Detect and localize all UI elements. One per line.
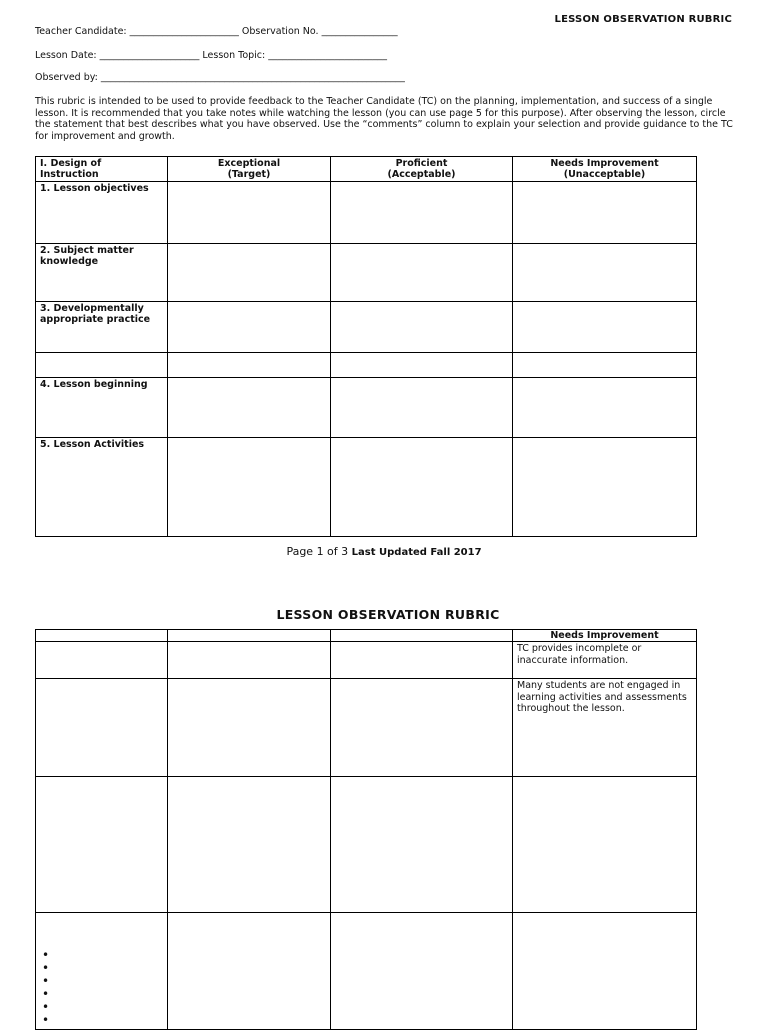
table-cell — [331, 777, 513, 913]
table-cell — [513, 438, 697, 537]
table-cell — [168, 913, 331, 1030]
table-row — [36, 438, 697, 537]
table-cell — [331, 438, 513, 537]
table-row — [36, 244, 697, 302]
table-row — [36, 378, 697, 438]
needs-improvement-cell: Many students are not engaged in learning activities and assessments throughout the lesson. — [513, 679, 697, 777]
table-row — [36, 302, 697, 353]
row-label: 4. Lesson beginning — [36, 378, 168, 438]
page-number: Page 1 of 3 — [286, 545, 349, 558]
table-cell — [331, 353, 513, 378]
page2-title: LESSON OBSERVATION RUBRIC — [276, 607, 500, 622]
table-cell — [168, 353, 331, 378]
table-row — [36, 353, 697, 378]
table-cell — [513, 182, 697, 244]
rubric-table-design-of-instruction — [35, 156, 697, 537]
list-item — [40, 1015, 163, 1028]
table-cell — [331, 679, 513, 777]
header-needs-improvement: Needs Improvement — [513, 630, 697, 642]
header-exceptional-label: Exceptional — [217, 158, 281, 169]
table-cell — [513, 244, 697, 302]
table-row — [36, 913, 697, 1030]
table-cell — [36, 642, 168, 679]
table-cell — [168, 378, 331, 438]
table-cell — [513, 777, 697, 913]
table-row — [36, 642, 697, 679]
table-cell — [331, 378, 513, 438]
table-cell — [168, 438, 331, 537]
lesson-date-field: Lesson Date: _____________________ Lesson Topic: _________________________ — [35, 50, 388, 61]
table-cell — [168, 630, 331, 642]
list-item — [40, 950, 163, 963]
table-cell — [331, 630, 513, 642]
teacher-candidate-field: Teacher Candidate: _______________________ Observation No. ________________ — [35, 26, 398, 37]
page-footer — [0, 545, 768, 558]
list-item — [40, 963, 163, 976]
table-cell — [36, 777, 168, 913]
observed-by-field: Observed by: ________________________________________________________________ — [35, 72, 405, 83]
table-cell — [513, 378, 697, 438]
list-item — [40, 1002, 163, 1015]
table-cell — [513, 353, 697, 378]
table-cell — [331, 244, 513, 302]
table-cell — [36, 630, 168, 642]
list-item — [40, 989, 163, 1002]
header-proficient — [331, 157, 513, 182]
header-needs-sub: (Unacceptable) — [563, 169, 646, 180]
table-cell — [331, 302, 513, 353]
table-cell — [168, 679, 331, 777]
table-header-row — [36, 630, 697, 642]
table-cell — [36, 679, 168, 777]
rubric-table-page2 — [35, 629, 697, 1030]
header-section: I. Design of Instruction — [36, 157, 168, 182]
header-needs-label: Needs Improvement — [550, 158, 659, 169]
row-label: 2. Subject matter knowledge — [36, 244, 168, 302]
header-exceptional — [168, 157, 331, 182]
header-proficient-sub: (Acceptable) — [387, 169, 456, 180]
table-header-row — [36, 157, 697, 182]
row-label — [36, 353, 168, 378]
row-label: 5. Lesson Activities — [36, 438, 168, 537]
table-cell — [331, 913, 513, 1030]
row-label: 1. Lesson objectives — [36, 182, 168, 244]
last-updated: Last Updated Fall 2017 — [351, 547, 482, 558]
intro-paragraph: This rubric is intended to be used to provide feedback to the Teacher Candidate (TC) on the planning, implementation, and success of a single lesson. It is recommended that you take notes while watching the lesson (you can use page 5 for this purpose). After observing the lesson, circle the statement that best describes what you have observed. Use the “comments” column to explain your selection and provide guidance to the TC for improvement and growth. — [35, 96, 733, 142]
table-cell — [513, 302, 697, 353]
table-cell — [168, 182, 331, 244]
table-cell — [331, 182, 513, 244]
row-label: 3. Developmentally appropriate practice — [36, 302, 168, 353]
table-row — [36, 777, 697, 913]
header-exceptional-sub: (Target) — [227, 169, 271, 180]
bullet-list — [40, 950, 163, 1028]
table-cell — [168, 777, 331, 913]
table-cell — [331, 642, 513, 679]
bullet-cell — [36, 913, 168, 1030]
page-title: LESSON OBSERVATION RUBRIC — [554, 14, 732, 25]
table-cell — [168, 642, 331, 679]
table-cell — [168, 244, 331, 302]
table-row — [36, 182, 697, 244]
table-cell — [513, 913, 697, 1030]
table-row — [36, 679, 697, 777]
list-item — [40, 976, 163, 989]
header-proficient-label: Proficient — [395, 158, 448, 169]
needs-improvement-cell: TC provides incomplete or inaccurate information. — [513, 642, 697, 679]
header-needs-improvement — [513, 157, 697, 182]
table-cell — [168, 302, 331, 353]
